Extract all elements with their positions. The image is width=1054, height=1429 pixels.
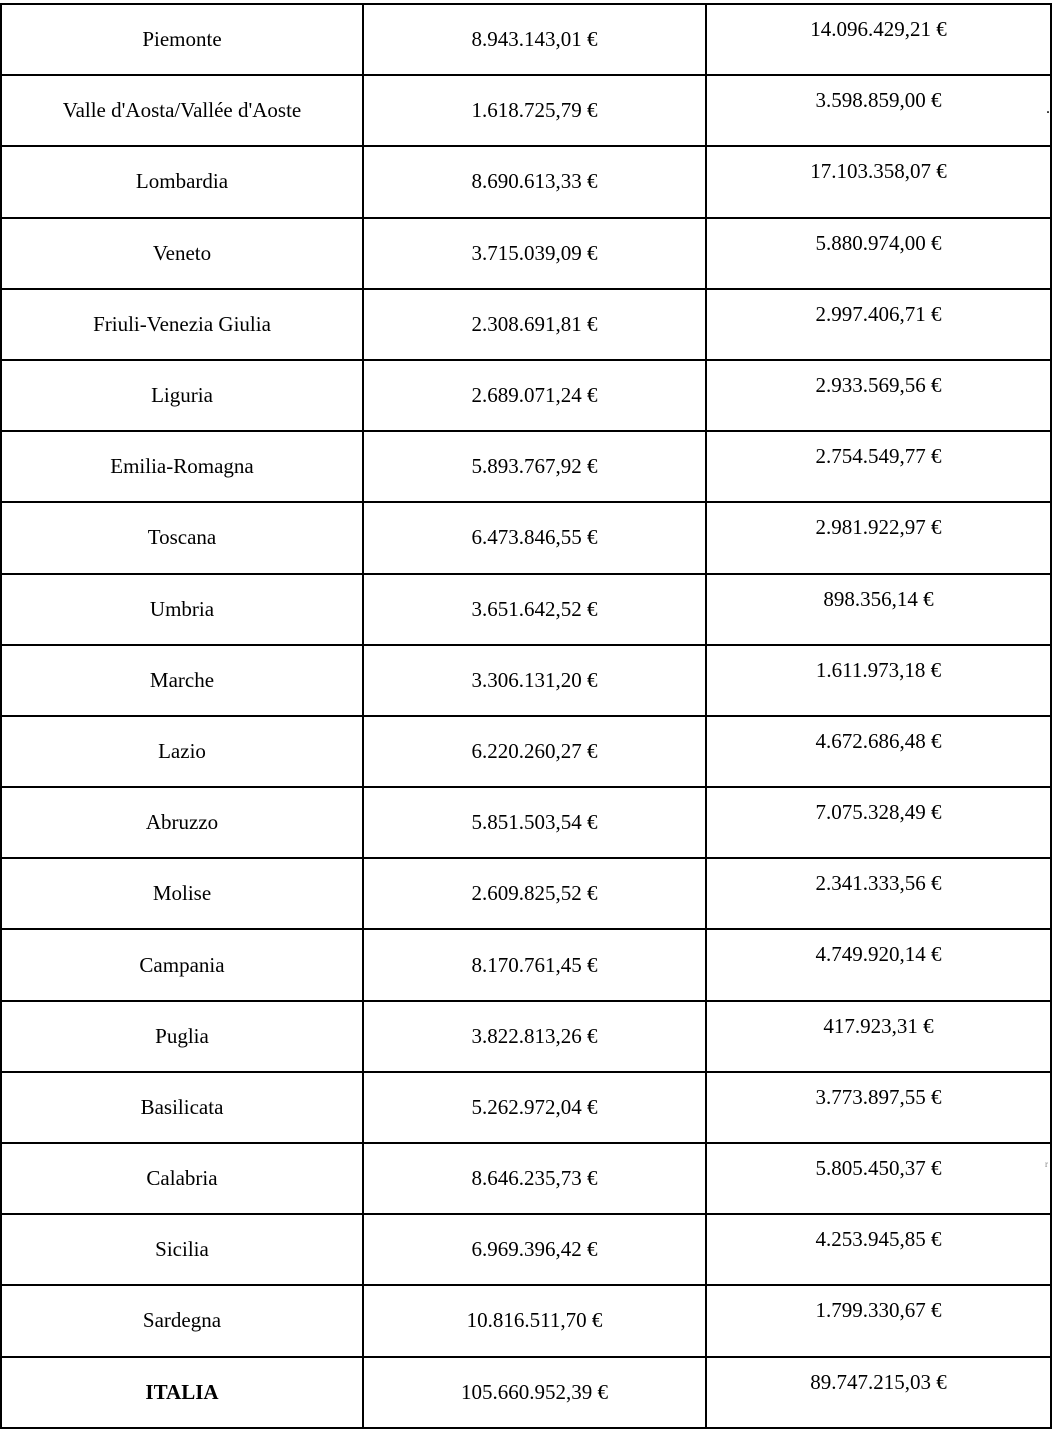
value-b-cell: 2.341.333,56 € bbox=[706, 858, 1051, 929]
value-a-cell: 1.618.725,79 € bbox=[363, 75, 706, 146]
value-b-cell: 1.799.330,67 € bbox=[706, 1285, 1051, 1356]
value-b-cell: 5.880.974,00 € bbox=[706, 218, 1051, 289]
table-row bbox=[1, 431, 1051, 502]
region-cell: Puglia bbox=[1, 1001, 363, 1072]
table-body bbox=[1, 4, 1051, 1428]
region-cell: Lombardia bbox=[1, 146, 363, 217]
table-row bbox=[1, 1001, 1051, 1072]
table-row bbox=[1, 4, 1051, 75]
value-a-cell: 8.170.761,45 € bbox=[363, 929, 706, 1000]
value-b-cell: 2.933.569,56 € bbox=[706, 360, 1051, 431]
region-cell: Veneto bbox=[1, 218, 363, 289]
region-cell: Friuli-Venezia Giulia bbox=[1, 289, 363, 360]
value-a-cell: 3.822.813,26 € bbox=[363, 1001, 706, 1072]
table-row bbox=[1, 502, 1051, 573]
region-cell: Piemonte bbox=[1, 4, 363, 75]
value-b-cell: 2.997.406,71 € bbox=[706, 289, 1051, 360]
value-a-cell: 3.715.039,09 € bbox=[363, 218, 706, 289]
table-row bbox=[1, 360, 1051, 431]
value-b-cell: 3.598.859,00 € bbox=[706, 75, 1051, 146]
value-b-cell: 417.923,31 € bbox=[706, 1001, 1051, 1072]
value-b-cell: 2.754.549,77 € bbox=[706, 431, 1051, 502]
table-row bbox=[1, 1072, 1051, 1143]
value-a-cell: 5.893.767,92 € bbox=[363, 431, 706, 502]
value-a-cell: 8.646.235,73 € bbox=[363, 1143, 706, 1214]
value-a-cell: 3.306.131,20 € bbox=[363, 645, 706, 716]
total-value-b-cell: 89.747.215,03 € bbox=[706, 1357, 1051, 1428]
value-b-cell: 5.805.450,37 € bbox=[706, 1143, 1051, 1214]
value-a-cell: 10.816.511,70 € bbox=[363, 1285, 706, 1356]
table-row bbox=[1, 716, 1051, 787]
table-row bbox=[1, 929, 1051, 1000]
region-funding-table bbox=[0, 3, 1052, 1429]
value-b-cell: 2.981.922,97 € bbox=[706, 502, 1051, 573]
region-cell: Umbria bbox=[1, 574, 363, 645]
margin-dot: . bbox=[1046, 100, 1050, 117]
value-b-cell: 4.253.945,85 € bbox=[706, 1214, 1051, 1285]
margin-mark: r bbox=[1045, 1159, 1048, 1169]
value-a-cell: 5.851.503,54 € bbox=[363, 787, 706, 858]
total-value-a-cell: 105.660.952,39 € bbox=[363, 1357, 706, 1428]
region-cell: Sicilia bbox=[1, 1214, 363, 1285]
table-row bbox=[1, 574, 1051, 645]
value-a-cell: 2.609.825,52 € bbox=[363, 858, 706, 929]
value-b-cell: 4.672.686,48 € bbox=[706, 716, 1051, 787]
table-row bbox=[1, 787, 1051, 858]
value-b-cell: 898.356,14 € bbox=[706, 574, 1051, 645]
table-row bbox=[1, 289, 1051, 360]
total-row bbox=[1, 1357, 1051, 1428]
region-cell: Emilia-Romagna bbox=[1, 431, 363, 502]
total-region-cell: ITALIA bbox=[1, 1357, 363, 1428]
value-a-cell: 8.943.143,01 € bbox=[363, 4, 706, 75]
value-b-cell: 3.773.897,55 € bbox=[706, 1072, 1051, 1143]
region-cell: Marche bbox=[1, 645, 363, 716]
value-b-cell: 17.103.358,07 € bbox=[706, 146, 1051, 217]
table-row bbox=[1, 218, 1051, 289]
table-row bbox=[1, 1143, 1051, 1214]
value-a-cell: 5.262.972,04 € bbox=[363, 1072, 706, 1143]
value-a-cell: 6.220.260,27 € bbox=[363, 716, 706, 787]
region-cell: Campania bbox=[1, 929, 363, 1000]
value-a-cell: 2.308.691,81 € bbox=[363, 289, 706, 360]
table-row bbox=[1, 1214, 1051, 1285]
value-a-cell: 8.690.613,33 € bbox=[363, 146, 706, 217]
value-a-cell: 6.473.846,55 € bbox=[363, 502, 706, 573]
region-cell: Toscana bbox=[1, 502, 363, 573]
table-row bbox=[1, 1285, 1051, 1356]
region-cell: Sardegna bbox=[1, 1285, 363, 1356]
value-b-cell: 7.075.328,49 € bbox=[706, 787, 1051, 858]
value-b-cell: 1.611.973,18 € bbox=[706, 645, 1051, 716]
region-cell: Valle d'Aosta/Vallée d'Aoste bbox=[1, 75, 363, 146]
table-row bbox=[1, 858, 1051, 929]
value-b-cell: 14.096.429,21 € bbox=[706, 4, 1051, 75]
value-a-cell: 6.969.396,42 € bbox=[363, 1214, 706, 1285]
region-cell: Basilicata bbox=[1, 1072, 363, 1143]
region-cell: Molise bbox=[1, 858, 363, 929]
table-row bbox=[1, 146, 1051, 217]
value-b-cell: 4.749.920,14 € bbox=[706, 929, 1051, 1000]
region-cell: Lazio bbox=[1, 716, 363, 787]
region-cell: Calabria bbox=[1, 1143, 363, 1214]
table-row bbox=[1, 75, 1051, 146]
region-cell: Liguria bbox=[1, 360, 363, 431]
value-a-cell: 2.689.071,24 € bbox=[363, 360, 706, 431]
region-cell: Abruzzo bbox=[1, 787, 363, 858]
value-a-cell: 3.651.642,52 € bbox=[363, 574, 706, 645]
table-row bbox=[1, 645, 1051, 716]
